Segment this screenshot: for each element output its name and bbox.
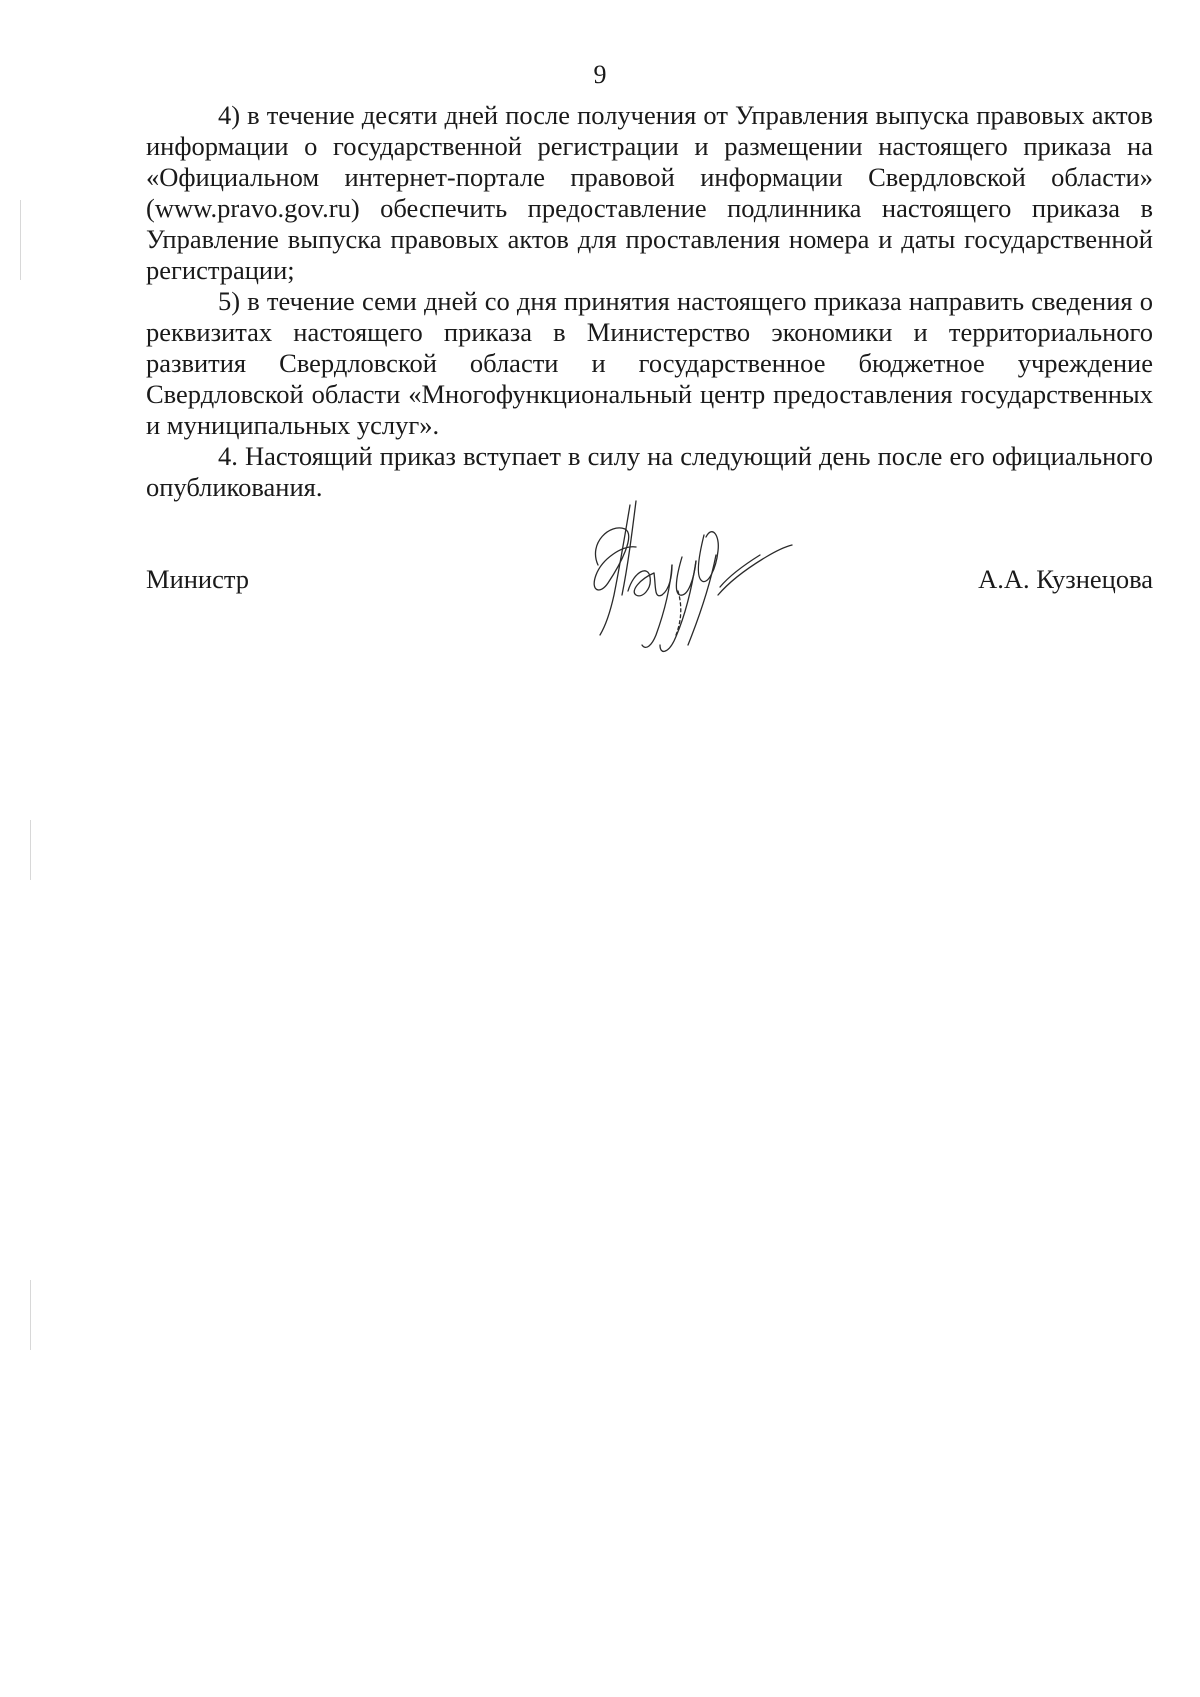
document-body (146, 100, 1153, 503)
signatory-title: Министр (146, 564, 250, 594)
paragraph-item-4: 4) в течение десяти дней после получения от Управления выпуска правовых актов информации о государственной регистрации и размещении настоящего приказа на «Официальном интернет-портале правовой информации Свердловской области» (www.pravo.gov.ru) обеспечить предоставление подлинника настоящего приказа в Управление выпуска правовых актов для проставления номера и даты государственной регистрации; (146, 100, 1153, 285)
paragraph-clause-4: 4. Настоящий приказ вступает в силу на следующий день после его официального опубликования. (146, 441, 1153, 502)
scan-edge-mark (30, 820, 31, 880)
scan-edge-mark (30, 1280, 31, 1350)
page-number: 9 (593, 60, 607, 89)
paragraph-item-5: 5) в течение семи дней со дня принятия настоящего приказа направить сведения о реквизитах настоящего приказа в Министерство экономики и территориального развития Свердловской области и государственное бюджетное учреждение Свердловской области «Многофункциональный центр предоставления государственных и муниципальных услуг». (146, 286, 1153, 440)
handwritten-signature-icon (570, 495, 800, 665)
scan-edge-mark (20, 200, 21, 280)
signatory-name: А.А. Кузнецова (978, 564, 1153, 594)
